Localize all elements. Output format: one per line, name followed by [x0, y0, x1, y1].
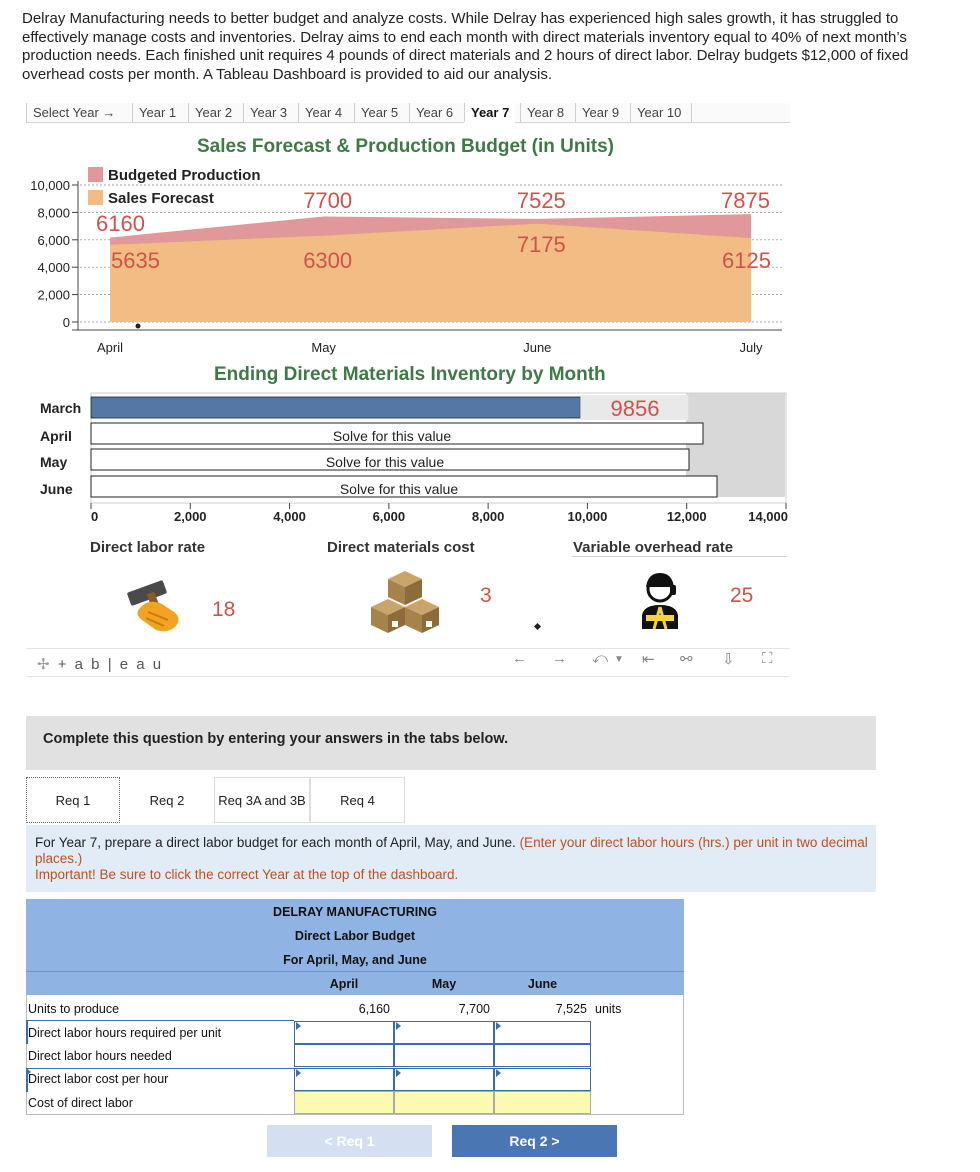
ending-inventory-chart [0, 385, 800, 530]
chart1-y-axis [30, 178, 78, 330]
legend-label-production: Budgeted Production [108, 167, 261, 184]
next-req-button[interactable] [452, 1125, 617, 1157]
input-marker [296, 1022, 301, 1030]
input-marker [496, 1069, 501, 1077]
y-tick-label: 10,000 [30, 178, 70, 193]
year-tab-8[interactable]: Year 8 [520, 103, 570, 123]
category-june: June [40, 481, 73, 497]
budget-company: DELRAY MANUFACTURING [273, 905, 437, 919]
row-cost-direct-labor-label: Cost of direct labor [28, 1096, 133, 1110]
instruction-text: Complete this question by entering your answers in the tabs below. [43, 731, 509, 747]
annotation-may: Solve for this value [325, 454, 445, 470]
units-june: 7,525 [555, 1002, 587, 1016]
labor-rate-label: Direct labor rate [90, 539, 206, 556]
year-tab-3[interactable]: Year 3 [243, 103, 293, 123]
cursor-mark [534, 623, 541, 630]
category-april: April [40, 428, 72, 444]
x-tick-label: 14,000 [748, 509, 788, 524]
budget-col-april: April [329, 977, 359, 991]
download-icon[interactable]: ⇩ [722, 651, 735, 668]
task-hint: (Enter your direct labor hours (hrs.) per unit in two decimal places.) [35, 835, 868, 866]
prev-req-button[interactable] [267, 1125, 432, 1157]
task-main: For Year 7, prepare a direct labor budget for each month of April, May, and June. [35, 835, 516, 850]
direct-labor-budget [26, 899, 684, 1115]
input-marker [396, 1022, 401, 1030]
redo-icon[interactable]: → [552, 650, 567, 667]
budget-col-may: May [431, 977, 457, 991]
chevron-left-icon: < [324, 1133, 333, 1149]
tableau-footer-bottom-line [26, 676, 790, 677]
x-tick-label: 4,000 [273, 509, 306, 524]
y-tick-label: 4,000 [37, 260, 70, 276]
y-tick-label: 2,000 [37, 287, 70, 303]
label-production-june: 7525 [516, 188, 566, 213]
chart2-categories [40, 400, 81, 497]
year-tab-2[interactable]: Year 2 [188, 103, 238, 123]
cost-direct-labor-may [394, 1091, 494, 1114]
category-may: May [40, 454, 68, 470]
fullscreen-icon[interactable]: ⛶ [762, 650, 773, 667]
cost-per-hour-june-input[interactable] [494, 1068, 591, 1091]
labor-rate-value: 18 [212, 598, 236, 621]
x-tick-label-july: July [739, 340, 763, 355]
revert-icon[interactable]: ⤺ [592, 650, 609, 667]
row-units-label: Units to produce [28, 1002, 120, 1016]
input-marker [26, 1068, 31, 1076]
chart1-x-axis [97, 340, 763, 355]
category-march: March [40, 400, 82, 416]
y-tick-label: 0 [62, 315, 70, 330]
tab-req-1[interactable]: Req 1 [26, 777, 120, 823]
row-cost-per-hour-label: Direct labor cost per hour [28, 1072, 169, 1086]
year-tab-1[interactable]: Year 1 [132, 103, 182, 123]
y-tick-label: 6,000 [37, 232, 70, 248]
hours-needed-may-input[interactable] [394, 1044, 494, 1067]
tableau-footer-top-line [26, 648, 790, 649]
bar-march [91, 397, 580, 418]
y-tick-label: 8,000 [37, 205, 70, 221]
cost-direct-labor-june [494, 1091, 591, 1114]
hammer-hand-icon [118, 568, 193, 638]
year-tab-6[interactable]: Year 6 [409, 103, 459, 123]
annotation-april: Solve for this value [332, 428, 452, 444]
task-important: Important! Be sure to click the correct Year at the top of the dashboard. [35, 867, 459, 882]
x-tick-label-june: June [523, 340, 552, 355]
budget-title: Direct Labor Budget [294, 929, 416, 943]
share-icon[interactable]: ⚯ [680, 651, 693, 668]
tab-req-2[interactable]: Req 2 [120, 777, 214, 823]
x-tick-label: 2,000 [174, 509, 207, 524]
overhead-rate-value: 25 [730, 584, 754, 607]
tab-req-3a-3b[interactable]: Req 3A and 3B [214, 777, 310, 823]
tableau-logo-icon: ✢ [37, 656, 52, 673]
hours-per-unit-may-input[interactable] [394, 1021, 494, 1044]
undo-icon[interactable]: ← [512, 650, 527, 667]
year-tab-5[interactable]: Year 5 [354, 103, 404, 123]
annotation-june: Solve for this value [339, 481, 459, 497]
year-tab-7[interactable]: Year 7 [464, 103, 515, 123]
cursor-dot [136, 324, 141, 329]
label-sales-july: 6125 [722, 248, 771, 273]
legend-label-sales: Sales Forecast [108, 190, 214, 207]
sales-production-chart [0, 160, 800, 360]
year-selector-label: Select Year → [26, 103, 132, 123]
prev-req-label: Req 1 [336, 1133, 375, 1149]
x-tick-label-april: April [96, 340, 124, 355]
year-tab-10[interactable]: Year 10 [630, 103, 687, 123]
label-production-april: 6160 [96, 211, 145, 236]
hours-per-unit-april-input[interactable] [294, 1021, 394, 1044]
label-production-may: 7700 [303, 188, 353, 213]
year-bar-spacer [691, 103, 790, 123]
input-marker [296, 1069, 301, 1077]
cost-direct-labor-april [294, 1091, 394, 1114]
units-april: 6,160 [358, 1002, 390, 1016]
x-tick-label-may: May [311, 340, 336, 355]
chart1-legend [88, 167, 261, 207]
input-marker [496, 1022, 501, 1030]
materials-cost-label: Direct materials cost [327, 539, 475, 556]
overhead-rate-label: Variable overhead rate [573, 539, 734, 556]
chart1-areas [110, 214, 751, 322]
label-sales-april: 5635 [111, 248, 160, 273]
hours-needed-june-input[interactable] [494, 1044, 591, 1067]
cost-per-hour-april-input[interactable] [294, 1068, 394, 1091]
budget-period: For April, May, and June [283, 953, 427, 967]
reset-icon[interactable]: ⇤ [642, 651, 655, 668]
revert-dropdown-icon[interactable]: ▼ [614, 654, 624, 665]
chevron-right-icon: > [551, 1133, 560, 1149]
legend-swatch-production [88, 167, 103, 182]
year-tab-9[interactable]: Year 9 [575, 103, 625, 123]
year-tab-4[interactable]: Year 4 [298, 103, 348, 123]
chart2-title: Ending Direct Materials Inventory by Month [214, 364, 606, 385]
tab-req-4[interactable]: Req 4 [310, 777, 405, 823]
budget-col-june: June [527, 977, 558, 991]
annotation-march: 9856 [610, 396, 660, 421]
cost-per-hour-may-input[interactable] [394, 1068, 494, 1091]
x-tick-label: 6,000 [372, 509, 406, 524]
x-tick-label: 0 [91, 509, 99, 524]
intro-paragraph: Delray Manufacturing needs to better budget and analyze costs. While Delray has experienced high sales growth, it has struggled to effectively manage costs and inventories. Delray aims to end each month with direct materials inventory equal to 40% of next month’s production needs. Each finished unit requires 4 pounds of direct materials and 2 hours of direct labor. Delray budgets $12,000 of fixed overhead costs per month. A Tableau Dashboard is provided to aid our analysis. [22, 10, 909, 83]
legend-swatch-sales [88, 190, 103, 205]
tableau-logo [37, 655, 163, 673]
next-req-label: Req 2 [509, 1133, 548, 1149]
x-tick-label: 10,000 [567, 509, 608, 524]
chart1-title: Sales Forecast & Production Budget (in Units) [197, 136, 614, 157]
boxes-icon [370, 569, 440, 637]
task-text [35, 835, 870, 883]
label-sales-may: 6300 [303, 248, 353, 273]
row-hours-needed-label: Direct labor hours needed [28, 1049, 172, 1063]
label-production-july: 7875 [721, 188, 770, 213]
tableau-logo-text: + a b | e a u [57, 656, 164, 673]
x-tick-label: 12,000 [666, 509, 707, 524]
row-hours-per-unit-label: Direct labor hours required per unit [28, 1026, 222, 1040]
input-marker [396, 1069, 401, 1077]
hours-needed-april-input[interactable] [294, 1044, 394, 1067]
metrics-divider [572, 556, 787, 557]
label-sales-june: 7175 [516, 232, 566, 257]
units-suffix: units [595, 1002, 622, 1016]
materials-cost-value: 3 [480, 584, 492, 607]
hours-per-unit-june-input[interactable] [494, 1021, 591, 1044]
units-may: 7,700 [458, 1002, 490, 1016]
year-selector [26, 103, 790, 123]
chart2-x-axis [91, 503, 788, 524]
worker-icon [634, 571, 686, 631]
x-tick-label: 8,000 [471, 509, 505, 524]
